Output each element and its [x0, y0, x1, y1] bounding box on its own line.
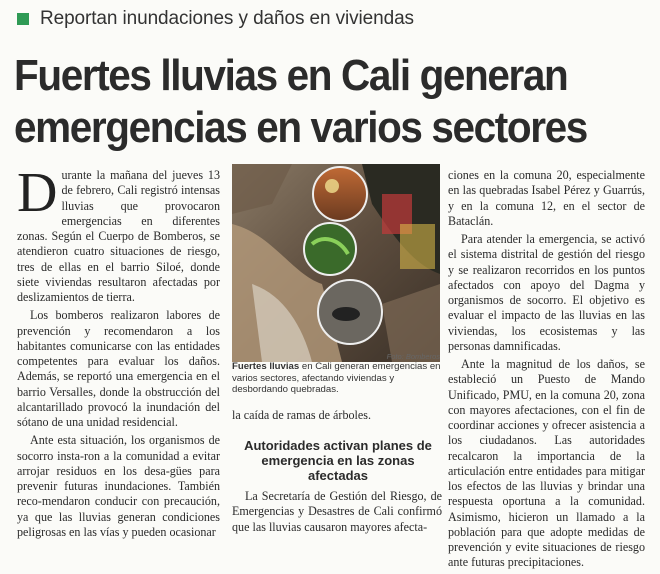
drop-cap: D [17, 162, 58, 224]
photo-credit: Foto: Bomberos [386, 352, 440, 361]
paragraph-2: Los bomberos realizaron labores de prevención y recomendaron a los habitantes comunicarse con las entidades competentes para evaluar los daños. Además, se reportó una emergencia en el barrio Versalles, donde la obstrucción del alcantarillado provocó la inundación del sótano de una unidad residencial. [17, 308, 220, 429]
paragraph-3: Ante esta situación, los organismos de socorro insta-ron a la comunidad a evitar arrojar residuos en los desa-gües para prevenir futuras inundaciones. También reco-mendaron conducir con precaución, ya que las lluvias generan condiciones peligrosas en las vías y pueden ocasionar [17, 433, 220, 539]
paragraph-4-continued: ciones en la comuna 20, especialmente en las quebradas Isabel Pérez y Guarrús, y en la comuna 12, en el sector de Bataclán. [448, 168, 645, 228]
headline [14, 50, 603, 154]
subheading: Autoridades activan planes de emergencia en las zonas afectadas [244, 438, 432, 483]
paragraph-1-text: urante la mañana del jueves 13 de febrero, Cali registró intensas lluvias que provocaron emergencias en diferentes zonas. Según el Cuerpo de Bomberos, se atendieron cuatro situaciones de riesgo, tres de ellas en el barrio Siloé, donde siete viviendas resultaron afectadas por deslizamientos de tierra. [17, 168, 220, 304]
kicker-square-icon [17, 13, 29, 25]
news-photo-collage [232, 164, 440, 362]
article-column-2-lower [232, 489, 442, 538]
paragraph-1 [17, 162, 220, 305]
caption-text: en Cali generan emergencias en varios sectores, afectando viviendas y desbordando quebradas. [232, 361, 441, 395]
article-column-2 [232, 408, 442, 426]
paragraph-6: Ante la magnitud de los daños, se estableció un Puesto de Mando Unificado, PMU, en la comuna 20, zona con mayores afectaciones, con el fin de coordinar acciones y ofrecer asistencia a los ciudadanos. Las autoridades recalcaron la importancia de la articulación entre entidades para mitigar los efectos de las lluvias y brindar una respuesta oportuna a la comunidad. Asimismo, hicieron un llamado a la población para que adopte medidas de prevención y evite situaciones de riesgo ante futuras precipitaciones. [448, 357, 645, 570]
article-column-1 [17, 162, 220, 543]
kicker-text: Reportan inundaciones y daños en viviendas [40, 8, 414, 29]
paragraph-5: Para atender la emergencia, se activó el sistema distrital de gestión del riesgo y se realizaron recorridos en los puntos afectados con apoyo del Dagma y organismos de socorro. El objetivo es evaluar el impacto de las lluvias en las viviendas, los ecosistemas y las personas damnificadas. [448, 232, 645, 353]
caption-bold: Fuertes lluvias [232, 361, 300, 372]
paragraph-4: La Secretaría de Gestión del Riesgo, de Emergencias y Desastres de Cali confirmó que las lluvias causaron mayores afecta- [232, 489, 442, 534]
headline-line-1: Fuertes lluvias en Cali generan [14, 51, 568, 100]
article-column-3 [448, 168, 645, 574]
paragraph-3-continued: la caída de ramas de árboles. [232, 408, 372, 422]
headline-line-2: emergencias en varios sectores [14, 103, 587, 152]
section-kicker [17, 8, 414, 30]
photo-caption [232, 361, 442, 396]
